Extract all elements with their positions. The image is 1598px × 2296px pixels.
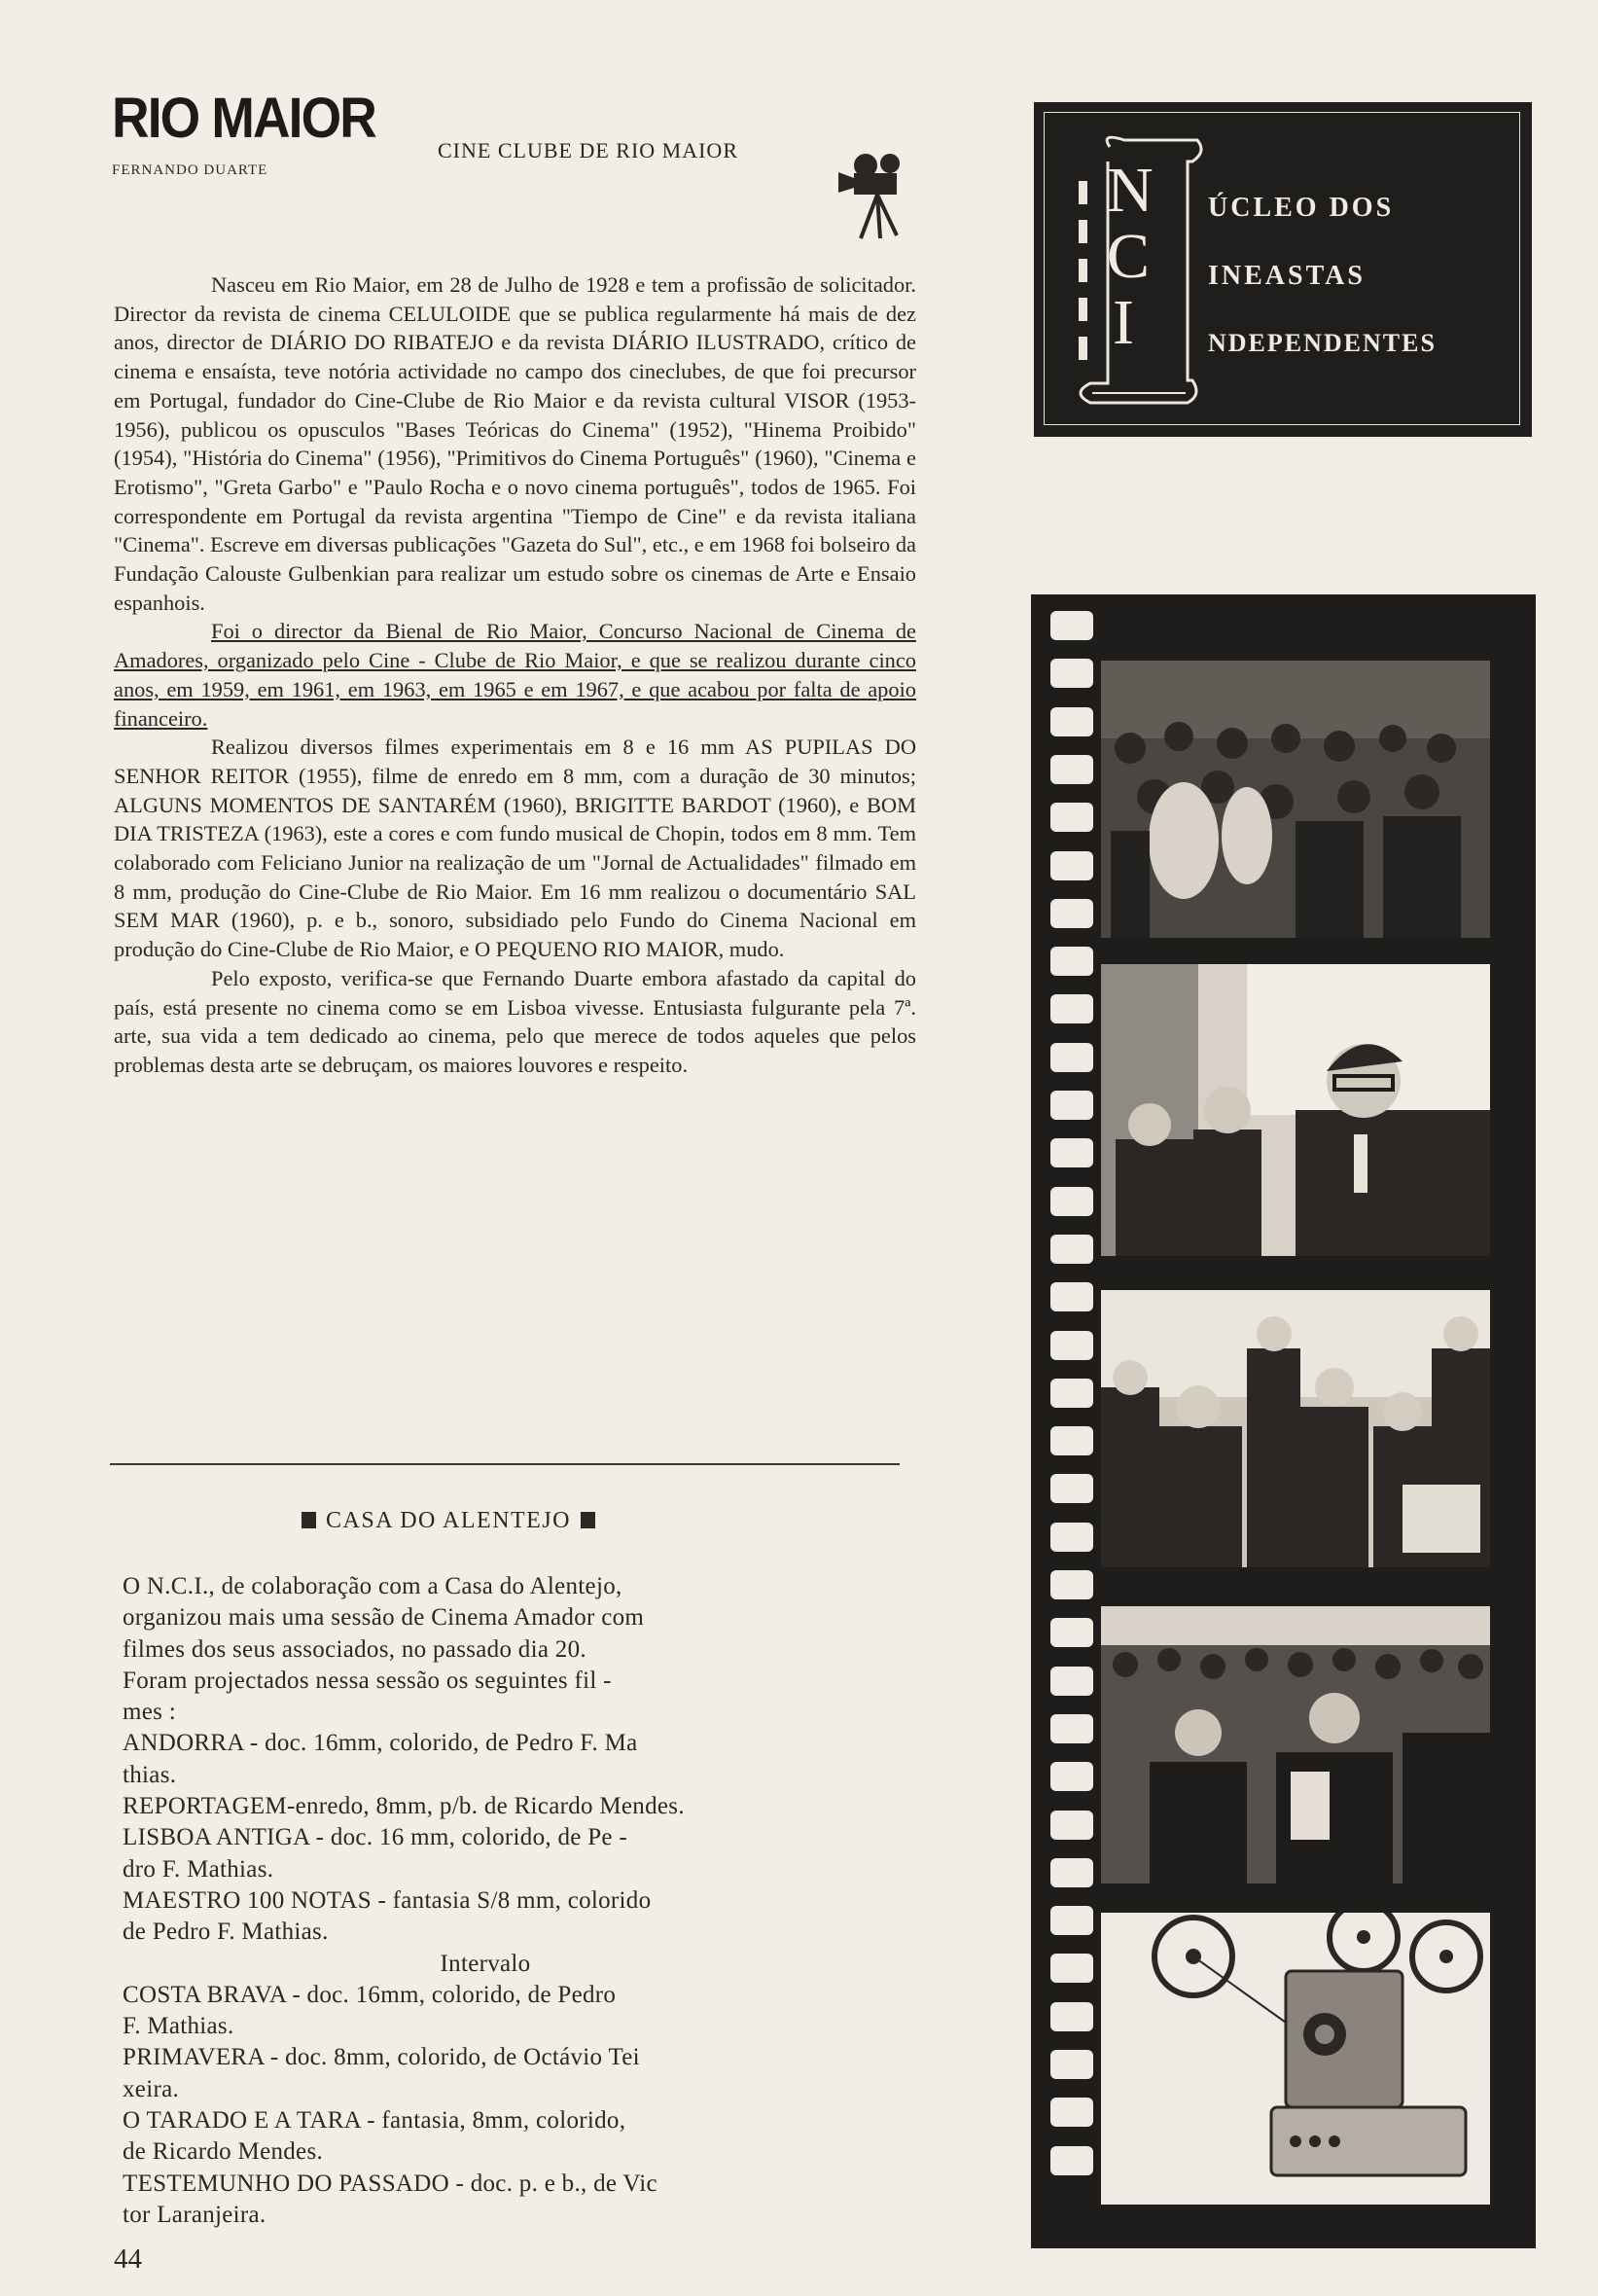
casa-line: organizou mais uma sessão de Cinema Amador com (123, 1604, 645, 1632)
casa-line: COSTA BRAVA - doc. 16mm, colorido, de Pedro (123, 1981, 617, 2008)
casa-line: de Ricardo Mendes. (123, 2138, 324, 2166)
sprocket-hole (1050, 994, 1093, 1023)
nci-line-2: INEASTAS (1208, 261, 1366, 291)
sprocket-hole (1050, 1043, 1093, 1072)
section-divider (110, 1463, 900, 1465)
sprocket-hole (1050, 2098, 1093, 2127)
photo-men-seated (1101, 964, 1490, 1256)
casa-line: PRIMAVERA - doc. 8mm, colorido, de Octávio Tei (123, 2044, 640, 2071)
nci-initial-i: I (1113, 287, 1134, 358)
page-title: RIO MAIOR (112, 87, 375, 150)
sprocket-hole (1050, 755, 1093, 784)
sprocket-hole (1050, 1954, 1093, 1983)
casa-line: MAESTRO 100 NOTAS - fantasia S/8 mm, colorido (123, 1886, 652, 1914)
sprocket-hole (1050, 1714, 1093, 1743)
sprocket-hole (1050, 1858, 1093, 1887)
casa-line: dro F. Mathias. (123, 1855, 274, 1883)
casa-line: TESTEMUNHO DO PASSADO - doc. p. e b., de Vic (123, 2170, 657, 2197)
nci-initial-c: C (1107, 221, 1151, 292)
biography-text (114, 270, 916, 1080)
casa-line: filmes dos seus associados, no passado dia 20. (123, 1635, 586, 1663)
sprocket-hole (1050, 2146, 1093, 2175)
sprocket-hole (1050, 1282, 1093, 1311)
sprocket-hole (1050, 1667, 1093, 1696)
sprocket-hole (1050, 899, 1093, 928)
casa-text (123, 1571, 848, 2231)
casa-line: O TARADO E A TARA - fantasia, 8mm, colorido, (123, 2107, 626, 2135)
sprocket-hole (1050, 1187, 1093, 1216)
sprocket-hole (1050, 1762, 1093, 1791)
nci-logo-frame (1044, 112, 1520, 425)
film-strip (1031, 594, 1536, 2248)
page-number: 44 (114, 2243, 142, 2275)
casa-line: mes : (123, 1699, 176, 1726)
author-name: FERNANDO DUARTE (112, 162, 268, 178)
sprocket-hole (1050, 611, 1093, 640)
nci-line-3: NDEPENDENTES (1208, 329, 1437, 357)
casa-line: LISBOA ANTIGA - doc. 16 mm, colorido, de Pe - (123, 1824, 628, 1851)
sprocket-hole (1050, 1474, 1093, 1503)
photo-audience-2 (1101, 1606, 1490, 1883)
sprocket-hole (1050, 1618, 1093, 1647)
casa-line: F. Mathias. (123, 2013, 234, 2040)
sprocket-hole (1050, 1523, 1093, 1552)
bio-paragraph: Nasceu em Rio Maior, em 28 de Julho de 1928 e tem a profissão de solicitador. Director da revista de cinema CELULOIDE que se publica regularmente há mais de dez anos, director de DIÁRIO DO RIBATEJO e da revista DIÁRIO ILUSTRADO, crítico de cinema e ensaísta, teve notória actividade no campo dos cineclubes, de que foi precursor em Portugal, fundador do Cine-Clube de Rio Maior e da revista cultural VISOR (1953-1956), publicou os opusculos "Bases Teóricas do Cinema" (1952), "Hinema Proibido" (1954), "História do Cinema" (1956), "Primitivos do Cinema Português" (1960), "Cinema e Erotismo", "Greta Garbo" e "Paulo Rocha e o novo cinema português", todos de 1965. Foi correspondente em Portugal da revista argentina "Tiempo de Cine" e da revista italiana "Cinema". Escreve em diversas publicações "Gazeta do Sul", etc., e em 1968 foi bolseiro da Fundação Calouste Gulbenkian para realizar um estudo sobre os cinemas de Arte e Ensaio espanhois. (114, 272, 916, 615)
casa-line: de Pedro F. Mathias. (123, 1919, 329, 1946)
square-bullet-icon (581, 1512, 595, 1528)
sprocket-hole (1050, 1379, 1093, 1408)
projector-image (1101, 1913, 1490, 2205)
sprocket-hole (1050, 803, 1093, 832)
sprocket-hole (1050, 1426, 1093, 1455)
casa-line: xeira. (123, 2075, 180, 2102)
casa-line: ANDORRA - doc. 16mm, colorido, de Pedro F. Ma (123, 1730, 638, 1757)
sprocket-hole (1050, 1811, 1093, 1840)
sprocket-hole (1050, 1235, 1093, 1264)
sprocket-hole (1050, 1138, 1093, 1167)
sprocket-hole (1050, 2050, 1093, 2079)
movie-camera-icon (836, 146, 924, 248)
club-heading: CINE CLUBE DE RIO MAIOR (438, 138, 738, 162)
sprocket-hole (1050, 1091, 1093, 1120)
sprocket-hole (1050, 1906, 1093, 1935)
casa-heading (292, 1508, 605, 1534)
bio-paragraph: Foi o director da Bienal de Rio Maior, Concurso Nacional de Cinema de Amadores, organizado pelo Cine - Clube de Rio Maior, e que se realizou durante cinco anos, em 1959, em 1961, em 1963, em 1965 e em 1967, e que acabou por falta de apoio financeiro. (114, 619, 916, 731)
photo-audience-1 (1101, 661, 1490, 938)
casa-line: REPORTAGEM-enredo, 8mm, p/b. de Ricardo Mendes. (123, 1793, 685, 1820)
intervalo-label: Intervalo (440, 1950, 531, 1977)
bio-paragraph: Pelo exposto, verifica-se que Fernando Duarte embora afastado da capital do país, está presente no cinema como se em Lisboa vivesse. Entusiasta fulgurante pela 7ª. arte, sua vida a tem dedicado ao cinema, pelo que merece de todos aqueles que pelos problemas desta arte se debruçam, os maiores louvores e respeito. (114, 965, 916, 1077)
sprocket-hole (1050, 707, 1093, 736)
casa-line: O N.C.I., de colaboração com a Casa do Alentejo, (123, 1573, 622, 1599)
sprocket-hole (1050, 1570, 1093, 1599)
sprocket-hole (1050, 947, 1093, 976)
photo-meeting-group (1101, 1290, 1490, 1567)
bio-paragraph: Realizou diversos filmes experimentais em 8 e 16 mm AS PUPILAS DO SENHOR REITOR (1955), filme de enredo em 8 mm, com a duração de 30 minutos; ALGUNS MOMENTOS DE SANTARÉM (1960), BRIGITTE BARDOT (1960), e BOM DIA TRISTEZA (1963), este a cores e com fundo musical de Chopin, todos em 8 mm. Tem colaborado com Feliciano Junior na realização de um "Jornal de Actualidades" filmado em 8 mm, produção do Cine-Clube de Rio Maior. Em 16 mm realizou o documentário SAL SEM MAR (1960), p. e b., sonoro, subsidiado pelo Fundo do Cinema Nacional em produção do Cine-Clube de Rio Maior, e O PEQUENO RIO MAIOR, mudo. (114, 735, 916, 962)
casa-heading-text: CASA DO ALENTEJO (326, 1508, 572, 1533)
sprocket-hole (1050, 1331, 1093, 1360)
nci-line-1: ÚCLEO DOS (1208, 193, 1395, 223)
nci-initial-n: N (1107, 155, 1154, 226)
sprocket-hole (1050, 659, 1093, 688)
sprocket-hole (1050, 851, 1093, 880)
casa-line: tor Laranjeira. (123, 2201, 266, 2228)
casa-line: thias. (123, 1761, 177, 1788)
square-bullet-icon (302, 1512, 316, 1528)
casa-line: Foram projectados nessa sessão os seguintes fil - (123, 1667, 612, 1694)
sprocket-hole (1050, 2002, 1093, 2031)
